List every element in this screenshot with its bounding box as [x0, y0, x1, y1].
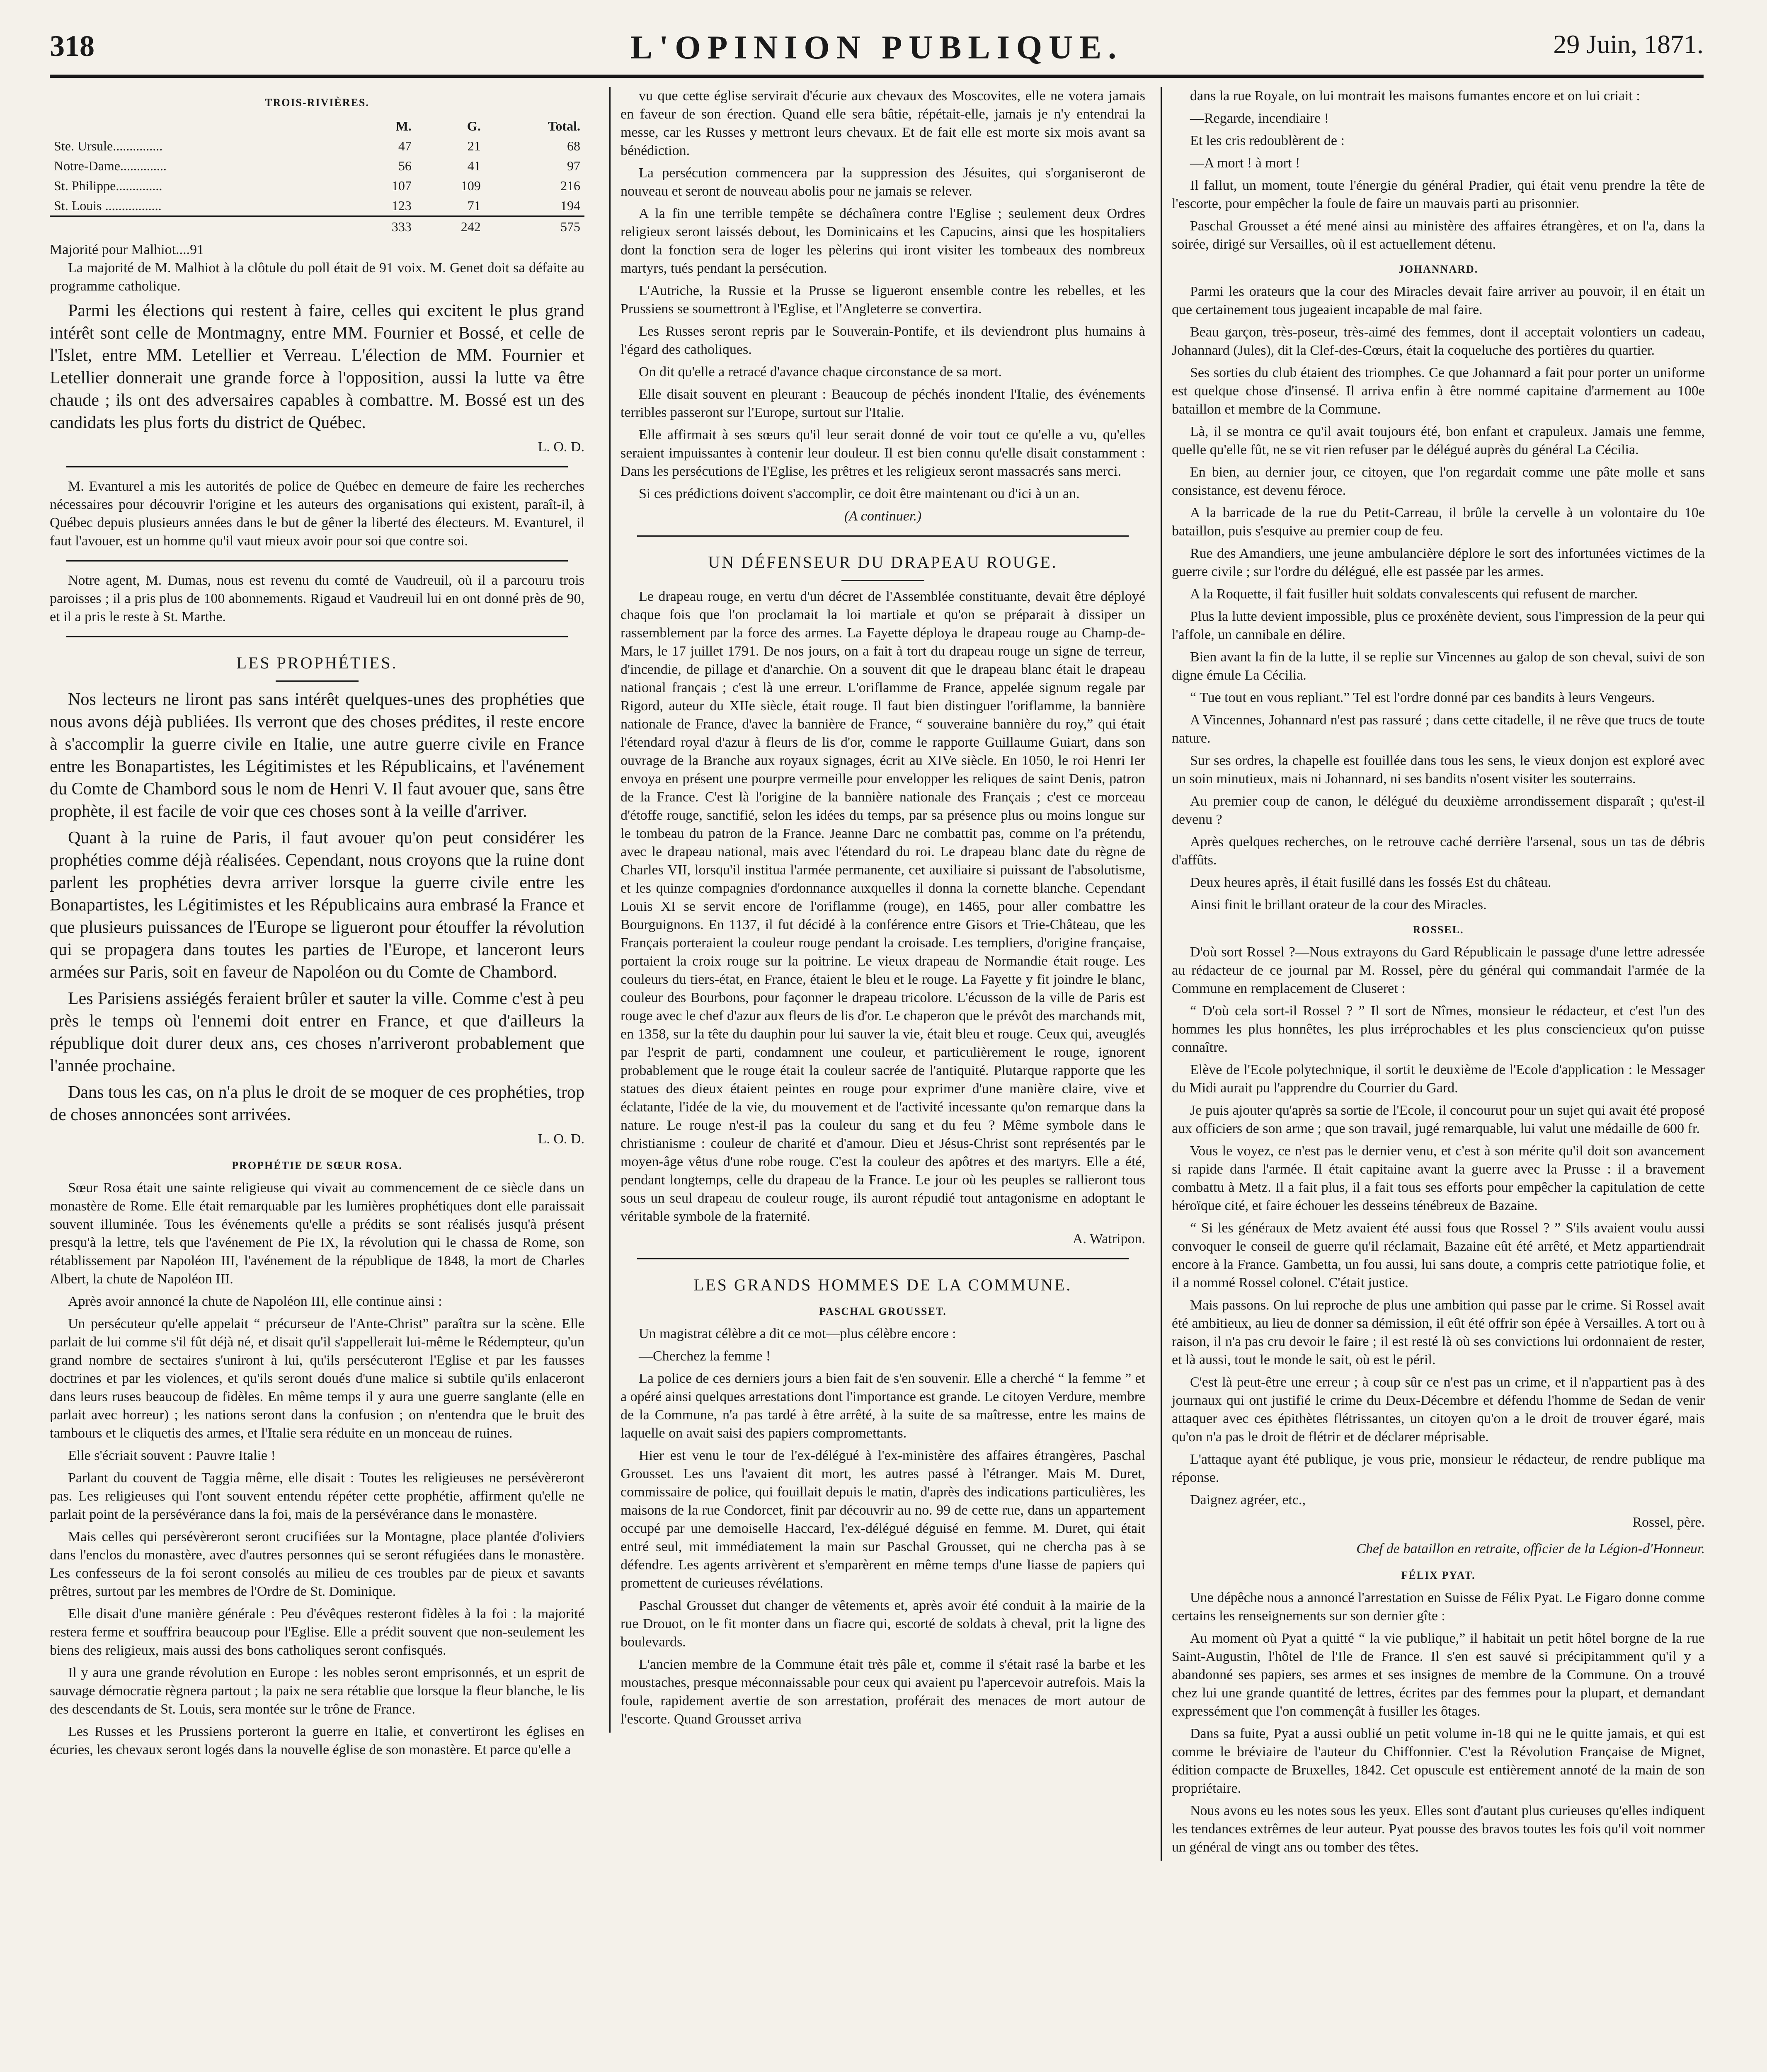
signature: L. O. D.: [538, 439, 584, 455]
divider: [841, 580, 924, 581]
article-heading: LES PROPHÉTIES.: [236, 654, 398, 672]
section-heading: PASCHAL GROUSSET.: [819, 1305, 947, 1317]
paragraph: La majorité de M. Malhiot à la clôtule du poll était de 91 voix. M. Genet doit sa défaite au programme catholique.: [50, 260, 584, 294]
divider: [637, 1258, 1129, 1259]
column-header: [50, 116, 347, 136]
paragraph: D'où sort Rossel ?—Nous extrayons du Gard Républicain le passage d'une lettre adressée au rédacteur de ce journal par M. Rossel, père du général qui commandait l'armée de la Commune en remplacement de Cluseret :: [1172, 944, 1705, 996]
paragraph: Au premier coup de canon, le délégué du deuxième arrondissement disparaît ; qu'est-il devenu ?: [1172, 794, 1705, 827]
paragraph: Ses sorties du club étaient des triomphes. Ce que Johannard a fait pour porter un uniforme est quelque chose d'insensé. Il arriva enfin à être nommé capitaine d'armement au 100e bataillon et membre de la Commune.: [1172, 365, 1705, 417]
paragraph: Au moment où Pyat a quitté “ la vie publique,” il habitait un petit hôtel borgne de la rue Saint-Augustin, l'hôtel de l'Ile de France. Il s'en est sauvé si précipitamment qu'il y a abandonné ses papiers, ses armes et ses insignes de membre de la Commune. On a trouvé chez lui une grande quantité de lettres, écrites par des femmes pour la plupart, et demandant expressément que l'on commençât à fusiller les ôtages.: [1172, 1631, 1705, 1719]
table-cell: 242: [416, 216, 485, 237]
table-cell: 333: [347, 216, 416, 237]
signature: L. O. D.: [538, 1131, 584, 1147]
masthead: [50, 25, 1704, 78]
table-cell: [50, 216, 347, 237]
table-row: [50, 136, 584, 156]
paragraph: Quant à la ruine de Paris, il faut avouer qu'on peut considérer les prophéties comme déjà réalisées. Cependant, nous croyons que la ruine dont parlent les prophéties devra arriver lorsque la guerre civile entre les Bonapartistes, les Légitimistes et les Républicains aura embrasé la France et que plusieurs puissances de l'Europe se ligueront pour étouffer la révolution qui se propagera dans toutes les parties de l'Europe, et lanceront leurs armées sur Paris, soit en faveur de Napoléon ou du Comte de Chambord.: [50, 828, 584, 982]
paragraph: Deux heures après, il était fusillé dans les fossés Est du château.: [1190, 875, 1551, 890]
paragraph: La police de ces derniers jours a bien fait de s'en souvenir. Elle a cherché “ la femme ” et a opéré ainsi quelques arrestations dont l'importance est grande. Le citoyen Verdure, membre de la Commune, n'a pas tardé à être arrêté, à la suite de sa maîtresse, entre les mains de laquelle on avait saisi des papiers compromettants.: [621, 1371, 1145, 1441]
paragraph: L'attaque ayant été publique, je vous prie, monsieur le rédacteur, de rendre publique ma réponse.: [1172, 1452, 1705, 1485]
majority-line: Majorité pour Malhiot....91: [50, 242, 204, 257]
divider: [637, 535, 1129, 537]
table-cell: 575: [485, 216, 584, 237]
section-heading: JOHANNARD.: [1398, 263, 1479, 275]
paragraph: Plus la lutte devient impossible, plus ce proxénète devient, sous l'impression de la peur qui l'affole, un cannibale en délire.: [1172, 609, 1705, 642]
table-cell: Notre-Dame..............: [54, 158, 167, 173]
page-number: 318: [50, 29, 95, 63]
paragraph: Notre agent, M. Dumas, nous est revenu du comté de Vaudreuil, où il a parcouru trois paroisses ; il a pris plus de 100 abonnements. Rigaud et Vaudreuil lui en ont donné près de 90, et il a pris le reste à St. Marthe.: [50, 573, 584, 625]
paragraph: Rue des Amandiers, une jeune ambulancière déplore le sort des infortunées victimes de la guerre civile ; sur l'ordre du délégué, elle est passée par les armes.: [1172, 546, 1705, 579]
column-3: [1161, 87, 1705, 1861]
paragraph: A Vincennes, Johannard n'est pas rassuré ; dans cette citadelle, il ne rêve que trucs de toute nature.: [1172, 712, 1705, 746]
paragraph: Si ces prédictions doivent s'accomplir, ce doit être maintenant ou d'ici à un an.: [639, 486, 1080, 501]
column-2: [609, 87, 1145, 1733]
column-1: [50, 87, 584, 1763]
paragraph: Mais celles qui persévèreront seront crucifiées sur la Montagne, place plantée d'oliviers dans l'enclos du monastère, avec d'autres personnes qui se seront réfugiées dans le monastère. Les confesseurs de la foi seront consolés au milieu de ces troubles par de pieux et savants prêtres, surtout par les membres de l'Ordre de St. Dominique.: [50, 1529, 584, 1599]
paragraph: Parmi les élections qui restent à faire, celles qui excitent le plus grand intérêt sont celle de Montmagny, entre MM. Fournier et Bossé, et celle de l'Islet, entre MM. Letellier et Verreau. L'élection de MM. Fournier et Letellier donnerait une grande force à l'opposition, aussi la lutte va être chaude ; ils ont des adversaires capables à combattre. M. Bossé est un des candidats les plus forts du district de Québec.: [50, 301, 584, 432]
paragraph: Les Russes et les Prussiens porteront la guerre en Italie, et convertiront les églises en écuries, les chevaux seront logés dans la nouvelle église de son monastère. Et parce qu'elle a: [50, 1724, 584, 1757]
paragraph: Ainsi finit le brillant orateur de la cour des Miracles.: [1190, 897, 1487, 913]
signature: Rossel, père.: [1632, 1515, 1705, 1530]
paragraph: Je puis ajouter qu'après sa sortie de l'Ecole, il concourut pour un sujet qui avait été proposé aux officiers de son arme ; que son travail, jugé remarquable, lui valut une médaille de 600 fr.: [1172, 1103, 1705, 1136]
paragraph: Un magistrat célèbre a dit ce mot—plus célèbre encore :: [639, 1326, 956, 1341]
vote-table: [50, 116, 584, 237]
table-cell: 123: [391, 198, 412, 213]
paragraph: C'est là peut-être une erreur ; à coup sûr ce n'est pas un crime, et il n'appartient pas à des journaux qui ont justifié le crime du Deux-Décembre et défendu l'homme de Sedan de venir attaquer avec ces épithètes flétrissantes, un citoyen qu'on a le droit de trouver égaré, mais qu'on n'a pas le droit de flétrir et de déclarer méprisable.: [1172, 1375, 1705, 1445]
signature: A. Watripon.: [1072, 1231, 1145, 1247]
paragraph: Les Parisiens assiégés feraient brûler et sauter la ville. Comme c'est à peu près le temps où l'ennemi doit entrer en France, et que d'ailleurs la république doit durer deux ans, ces choses n'arriveront probablement que l'année prochaine.: [50, 989, 584, 1075]
paragraph: Après avoir annoncé la chute de Napoléon III, elle continue ainsi :: [68, 1294, 442, 1309]
issue-date: 29 Juin, 1871.: [1553, 29, 1704, 59]
paragraph: Hier est venu le tour de l'ex-délégué à l'ex-ministère des affaires étrangères, Paschal Grousset. Les uns l'avaient dit mort, les autres passé à l'étranger. Mais M. Duret, commissaire de police, qui fouillait depuis le matin, d'après des indications particulières, les maisons de la rue Condorcet, finit par découvrir au no. 99 de cette rue, dans un appartement occupé par une demoiselle Haccard, l'ex-délégué déguisé en femme. M. Duret, qui était entré seul, mit immédiatement la main sur Paschal Grousset, qui ne chercha pas à se défendre. Les agents arrivèrent et s'emparèrent en même temps d'une liasse de papiers qui promettent de curieuses révélations.: [621, 1448, 1145, 1591]
paragraph: “ Si les généraux de Metz avaient été aussi fous que Rossel ? ” S'ils avaient voulu aussi convoquer le conseil de guerre qu'il réclamait, Bazaine eût été arrêté, et Metz appartiendrait encore à la France. Gambetta, un fou aussi, lui sans doute, a compris cette patriotique folie, et il a nommé Rossel colonel. C'était justice.: [1172, 1220, 1705, 1290]
table-row: [50, 156, 584, 176]
paragraph: vu que cette église servirait d'écurie aux chevaux des Moscovites, elle ne votera jamais en faveur de son érection. Quand elle sera bâtie, répétait-elle, jamais je n'y entendrai la messe, car les Russes y mettront leurs chevaux. Et de fait elle est morte six mois avant sa bénédiction.: [621, 88, 1145, 158]
paragraph: —A mort ! à mort !: [1190, 155, 1300, 171]
table-cell: 216: [560, 178, 580, 193]
paragraph: La persécution commencera par la suppression des Jésuites, qui s'organiseront de nouveau et seront de nouveau abolis pour ne jamais se relever.: [621, 165, 1145, 199]
column-header: M.: [395, 119, 412, 133]
section-heading: PROPHÉTIE DE SŒUR ROSA.: [232, 1159, 402, 1172]
paragraph: Un persécuteur qu'elle appelait “ précurseur de l'Ante-Christ” paraîtra sur la scène. Elle parlait de lui comme s'il fût déjà né, et disait qu'il s'appellerait lui-même le Rédempteur, qu'un grand nombre de sectaires s'uniront à lui, qu'ils persécuteront l'Eglise et par les fausses doctrines et par les violences, et qu'ils seront doués d'une malice si subtile qu'ils enlaceront dans leurs ruses beaucoup de fidèles. En même temps il y aura une guerre sanglante (elle en parlait avec horreur) ; les nations seront dans la confusion ; on n'entendra que le bruit des tambours et le cliquetis des armes, et l'Italie sera réduite en un monceau de ruines.: [50, 1316, 584, 1441]
paragraph: —Regarde, incendiaire !: [1190, 111, 1329, 126]
article-heading: UN DÉFENSEUR DU DRAPEAU ROUGE.: [708, 553, 1058, 571]
paragraph: Elle s'écriait souvent : Pauvre Italie !: [68, 1448, 276, 1463]
paragraph: Il fallut, un moment, toute l'énergie du général Pradier, qui était venu prendre la tête de l'escorte, pour empêcher la foule de faire un mauvais parti au prisonnier.: [1172, 178, 1705, 211]
section-heading: TROIS-RIVIÈRES.: [265, 97, 369, 109]
paragraph: Les Russes seront repris par le Souverain-Pontife, et ils deviendront plus humains à l'égard des catholiques.: [621, 324, 1145, 357]
paragraph: L'Autriche, la Russie et la Prusse se ligueront ensemble contre les rebelles, et les Prussiens se soumettront à l'Eglise, et l'Angleterre se convertira.: [621, 283, 1145, 317]
table-cell: 47: [398, 138, 412, 153]
paragraph: Beau garçon, très-poseur, très-aimé des femmes, dont il acceptait volontiers un cadeau, Johannard (Jules), dit la Clef-des-Cœurs, était la coqueluche des portières du quartier.: [1172, 324, 1705, 358]
paragraph: Le drapeau rouge, en vertu d'un décret de l'Assemblée constituante, devait être déployé chaque fois que l'on proclamait la loi martiale et qu'on se préparait à dissiper un rassemblement par la force des armes. La Fayette déploya le drapeau rouge au Champ-de-Mars, le 17 juillet 1791. De nos jours, on a fait à tort du drapeau rouge un signe de terreur, d'incendie, de pillage et d'anarchie. On a souvent dit que le drapeau blanc était le drapeau national français ; c'est là une erreur. L'oriflamme de France, appelée signum regale par Rigord, auteur du XIIe siècle, était rouge. Il faut bien distinguer l'oriflamme, la bannière nationale de France, d'avec la bannière de France, “ souveraine bannière du roy,” qui était l'étendard royal d'azur à fleurs de lis d'or, comme le rapporte Guillaume Guiart, dans son ouvrage de la Branche aux royaux signages, écrit au XIVe siècle. En 1050, le roi Henri Ier envoya en présent une pourpre vermeille pour envelopper les reliques de saint Denis, patron de la France. C'est là l'origine de la bannière nationale des Français ; c'est ce morceau d'étoffe rouge, sanctifié, selon les idées du temps, par sa présence plus ou moins longue sur le tombeau du patron de la France. Jeanne Darc ne combattit pas, comme on l'a prétendu, avec le drapeau national, mais avec l'étendard du roi. Le drapeau blanc date du règne de Charles VII, lorsqu'il institua l'armée permanente, cet auxiliaire si puissant de l'absolutisme, et les quinze compagnies d'ordonnance auxquelles il donna la cornette blanche. Cependant Louis XI se servit encore de l'oriflamme (rouge), en 1465, pour aller combattre les Bourguignons. En 1137, il fut décidé à la conférence entre Gisors et Trie-Château, que les Français porteraient la couleur rouge pendant la croisade. Les templiers, d'origine française, portaient la croix rouge sur la poitrine. Le vieux drapeau de Normandie était rouge. Les couleurs du tiers-état, en France, étaient le bleu et le rouge. La Fayette y fit joindre le blanc, couleur des Bourbons, pour façonner le drapeau tricolore. L'écusson de la ville de Paris est rouge avec le chef d'azur aux fleurs de lis d'or. Le chaperon que le prévôt des marchands mit, en 1358, sur la tête du dauphin pour lui sauver la vie, était bleu et rouge. Ceux qui, aveuglés par l'esprit de parti, condamnent une couleur, et particulièrement le rouge, ignorent probablement que le rouge était la couleur sacrée de l'antiquité. Plutarque rapporte que les statues des dieux étaient peintes en rouge pour exprimer d'une manière claire, vive et éclatante, l'idée de la vie, du mouvement et de l'activité incessante qu'on remarque dans la nature. Le rouge n'est-il pas la couleur du sang et du feu ? Même symbole dans le christianisme : couleur de charité et d'amour. Dieu et Jésus-Christ sont représentés par le moyen-âge vêtus d'une robe rouge. C'est la couleur des apôtres et des martyrs. Elle a été, pendant longtemps, celle du drapeau de la France. Le jour où les peuples se rallieront tous sous un seul drapeau de couleur rouge, ils auront répudié tout antagonisme en adoptant le véritable symbole de la fraternité.: [621, 589, 1145, 1224]
paragraph: Vous le voyez, ce n'est pas le dernier venu, et c'est à son mérite qu'il doit son avancement si rapide dans l'armée. Il était capitaine avant la guerre avec la Prusse : il a bravement combattu à Metz. Il a fait plus, il a fait tous ses efforts pour empêcher la capitulation de cette héroïque cité, et faire échouer les desseins ténébreux de Bazaine.: [1172, 1143, 1705, 1213]
paragraph: Après quelques recherches, on le retrouve caché derrière l'arsenal, sous un tas de débris d'affûts.: [1172, 834, 1705, 868]
continued-note: (A continuer.): [844, 508, 922, 524]
table-header-row: [50, 116, 584, 136]
column-header: G.: [467, 119, 481, 133]
table-cell: St. Louis .................: [54, 198, 162, 213]
section-heading: FÉLIX PYAT.: [1401, 1569, 1476, 1581]
table-cell: Ste. Ursule...............: [54, 138, 163, 153]
table-row: [50, 196, 584, 216]
section-heading: ROSSEL.: [1413, 924, 1464, 936]
paragraph: En bien, au dernier jour, ce citoyen, que l'on regardait comme une pâte molle et sans consistance, est devenu féroce.: [1172, 465, 1705, 498]
table-cell: 56: [398, 158, 412, 173]
paragraph: Dans sa fuite, Pyat a aussi oublié un petit volume in-18 qui ne le quitte jamais, et qui est comme le bréviaire de l'auteur du Chiffonnier. C'est la Révolution Française de Mignet, édition compacte de Bruxelles, 1842. Cet opuscule est entièrement annoté de la main de son propriétaire.: [1172, 1726, 1705, 1796]
paragraph: Sur ses ordres, la chapelle est fouillée dans tous les sens, le vieux donjon est exploré avec un soin minutieux, mais ni Johannard, ni ses bandits n'osent visiter les souterrains.: [1172, 753, 1705, 787]
table-row: [50, 176, 584, 196]
table-cell: 107: [391, 178, 412, 193]
paragraph: Là, il se montra ce qu'il avait toujours été, bon enfant et crapuleux. Jamais une femme, quelle qu'elle fût, ne se vit rien refuser par le délégué auprès du général La Cécilia.: [1172, 424, 1705, 457]
table-cell: 21: [467, 138, 481, 153]
table-cell: St. Philippe..............: [54, 178, 162, 193]
paragraph: “ D'où cela sort-il Rossel ? ” Il sort de Nîmes, monsieur le rédacteur, et c'est l'un des hommes les plus honnêtes, les plus irréprochables et les plus consciencieux qu'on puisse connaître.: [1172, 1003, 1705, 1055]
column-header: Total.: [548, 119, 580, 133]
paragraph: —Cherchez la femme !: [639, 1348, 771, 1364]
paragraph: Bien avant la fin de la lutte, il se replie sur Vincennes au galop de son cheval, suivi de son digne émule La Cécilia.: [1172, 649, 1705, 683]
table-cell: 41: [467, 158, 481, 173]
paragraph: Mais passons. On lui reproche de plus une ambition qui passe par le crime. Si Rossel avait été ambitieux, au lieu de donner sa démission, il eût été offrir son épée à Versailles. A tort ou à raison, il n'a pas cru devoir le faire ; il est resté là où ses convictions lui ordonnaient de rester, et là aussi, tout le monde le sait, où est le péril.: [1172, 1297, 1705, 1368]
divider: [66, 636, 568, 637]
paragraph: M. Evanturel a mis les autorités de police de Québec en demeure de faire les recherches nécessaires pour découvrir l'origine et les auteurs des organisations qui existent, paraît-il, à Québec depuis plusieurs années dans le but de gêner la liberté des électeurs. M. Evanturel, il faut l'avouer, est un homme qu'il vaut mieux avoir pour soi que contre soi.: [50, 479, 584, 549]
paragraph: Parmi les orateurs que la cour des Miracles devait faire arriver au pouvoir, il en était un que certainement tous jugeaient incapable de mal faire.: [1172, 284, 1705, 317]
paragraph: A la barricade de la rue du Petit-Carreau, il brûle la cervelle à un volontaire du 10e bataillon, puis s'esquive au premier coup de feu.: [1172, 505, 1705, 539]
paragraph: Il y aura une grande révolution en Europe : les nobles seront emprisonnés, et un esprit de sauvage démocratie règnera partout ; la paix ne sera rétablie que lorsque la fleur blanche, le lis des descendants de St. Louis, sera montée sur le trône de France.: [50, 1665, 584, 1717]
paragraph: Paschal Grousset dut changer de vêtements et, après avoir été conduit à la mairie de la rue Drouot, on le fit monter dans un fiacre qui, escorté de soldats à cheval, prit la ligne des boulevards.: [621, 1598, 1145, 1650]
divider: [66, 466, 568, 467]
paragraph: Parlant du couvent de Taggia même, elle disait : Toutes les religieuses ne persévèreront pas. Les religieuses qui l'ont souvent entendu répéter cette prophétie, affirment qu'elle ne parlait point de la persévérance dans la foi, mais de la persévérance dans le monastère.: [50, 1470, 584, 1522]
divider: [276, 680, 359, 682]
paragraph: Elle disait d'une manière générale : Peu d'évêques resteront fidèles à la foi : la majorité restera ferme et souffrira beaucoup pour l'Eglise. Elle a prédit souvent que non-seulement les biens des religieux, mais aussi des bons catholiques seront confisqués.: [50, 1606, 584, 1658]
paragraph: Et les cris redoublèrent de :: [1190, 133, 1345, 148]
paragraph: Nous avons eu les notes sous les yeux. Elles sont d'autant plus curieuses qu'elles indiquent les tendances extrêmes de leur auteur. Pyat pousse des bravos toutes les fois qu'il voit nommer un général de vingt ans ou tomber des têtes.: [1172, 1803, 1705, 1855]
paragraph: “ Tue tout en vous repliant.” Tel est l'ordre donné par ces bandits à leurs Vengeurs.: [1190, 690, 1655, 705]
paragraph: Dans tous les cas, on n'a plus le droit de se moquer de ces prophéties, trop de choses annoncées sont arrivées.: [50, 1083, 584, 1124]
article-heading: LES GRANDS HOMMES DE LA COMMUNE.: [693, 1276, 1072, 1294]
table-cell: 68: [567, 138, 580, 153]
paragraph: Elève de l'Ecole polytechnique, il sortit le deuxième de l'Ecole d'application : le Messager du Midi aurait pu l'apprendre du Courrier du Gard.: [1172, 1062, 1705, 1096]
table-cell: 109: [461, 178, 481, 193]
paragraph: Paschal Grousset a été mené ainsi au ministère des affaires étrangères, et on l'a, dans la soirée, dirigé sur Versailles, où il est actuellement détenu.: [1172, 218, 1705, 252]
paragraph: A la fin une terrible tempête se déchaînera contre l'Eglise ; seulement deux Ordres religieux seront laissés debout, les Dominicains et les Capucins, ainsi que les hospitaliers dont la fonction sera de loger les pèlerins qui iront visiter les tombeaux des nombreux martyrs, tués pendant la persécution.: [621, 206, 1145, 276]
table-cell: 194: [560, 198, 580, 213]
paragraph: Daignez agréer, etc.,: [1190, 1492, 1306, 1508]
newspaper-title: L'OPINION PUBLIQUE.: [630, 29, 1123, 66]
table-cell: 71: [467, 198, 481, 213]
signature-title: Chef de bataillon en retraite, officier de la Légion-d'Honneur.: [1356, 1541, 1705, 1556]
paragraph: Nos lecteurs ne liront pas sans intérêt quelques-unes des prophéties que nous avons déjà publiées. Ils verront que des choses prédites, il reste encore à s'accomplir la guerre civile en Italie, une autre guerre civile en France entre les Bonapartistes, les Légitimistes et les Républicains, et l'avénement du Comte de Chambord sous le nom de Henri V. Il faut avouer que, sans être prophète, il est facile de voir que ces choses sont à la veille d'arriver.: [50, 690, 584, 821]
paragraph: Elle disait souvent en pleurant : Beaucoup de péchés inondent l'Italie, des événements terribles passeront sur l'Europe, surtout sur l'Italie.: [621, 387, 1145, 420]
paragraph: Sœur Rosa était une sainte religieuse qui vivait au commencement de ce siècle dans un monastère de Rome. Elle était remarquable par les lumières prophétiques dont elle paraissait souvent illuminée. Tous les événements qu'elle a prédits se sont réalisés jusqu'à présent presqu'à la lettre, tels que l'avénement de Pie IX, la révolution qui le chassa de Rome, son rétablissement par Napoléon III, l'avénement de la république de 1848, la mort de Charles Albert, la chute de Napoléon III.: [50, 1180, 584, 1287]
divider: [66, 560, 568, 562]
paragraph: Elle affirmait à ses sœurs qu'il leur serait donné de voir tout ce qu'elle a vu, qu'elles seraient impuissantes à contenir leur douleur. Il est bien connu qu'elle disait constamment : Dans les persécutions de l'Eglise, les prêtres et les religieux seront massacrés sans merci.: [621, 427, 1145, 479]
table-total-row: [50, 216, 584, 237]
paragraph: L'ancien membre de la Commune était très pâle et, comme il s'était rasé la barbe et les moustaches, presque méconnaissable pour ceux qui avaient pu l'apercevoir autrefois. Mais la foule, rapidement avertie de son arrestation, proférait des menaces de mort autour de l'escorte. Quand Grousset arriva: [621, 1657, 1145, 1727]
paragraph: A la Roquette, il fait fusiller huit soldats convalescents qui refusent de marcher.: [1190, 586, 1638, 602]
paragraph: Une dépêche nous a annoncé l'arrestation en Suisse de Félix Pyat. Le Figaro donne comme certains les renseignements sur son dernier gîte :: [1172, 1590, 1705, 1624]
table-cell: 97: [567, 158, 580, 173]
paragraph: dans la rue Royale, on lui montrait les maisons fumantes encore et on lui criait :: [1190, 88, 1640, 104]
paragraph: On dit qu'elle a retracé d'avance chaque circonstance de sa mort.: [639, 364, 1002, 380]
